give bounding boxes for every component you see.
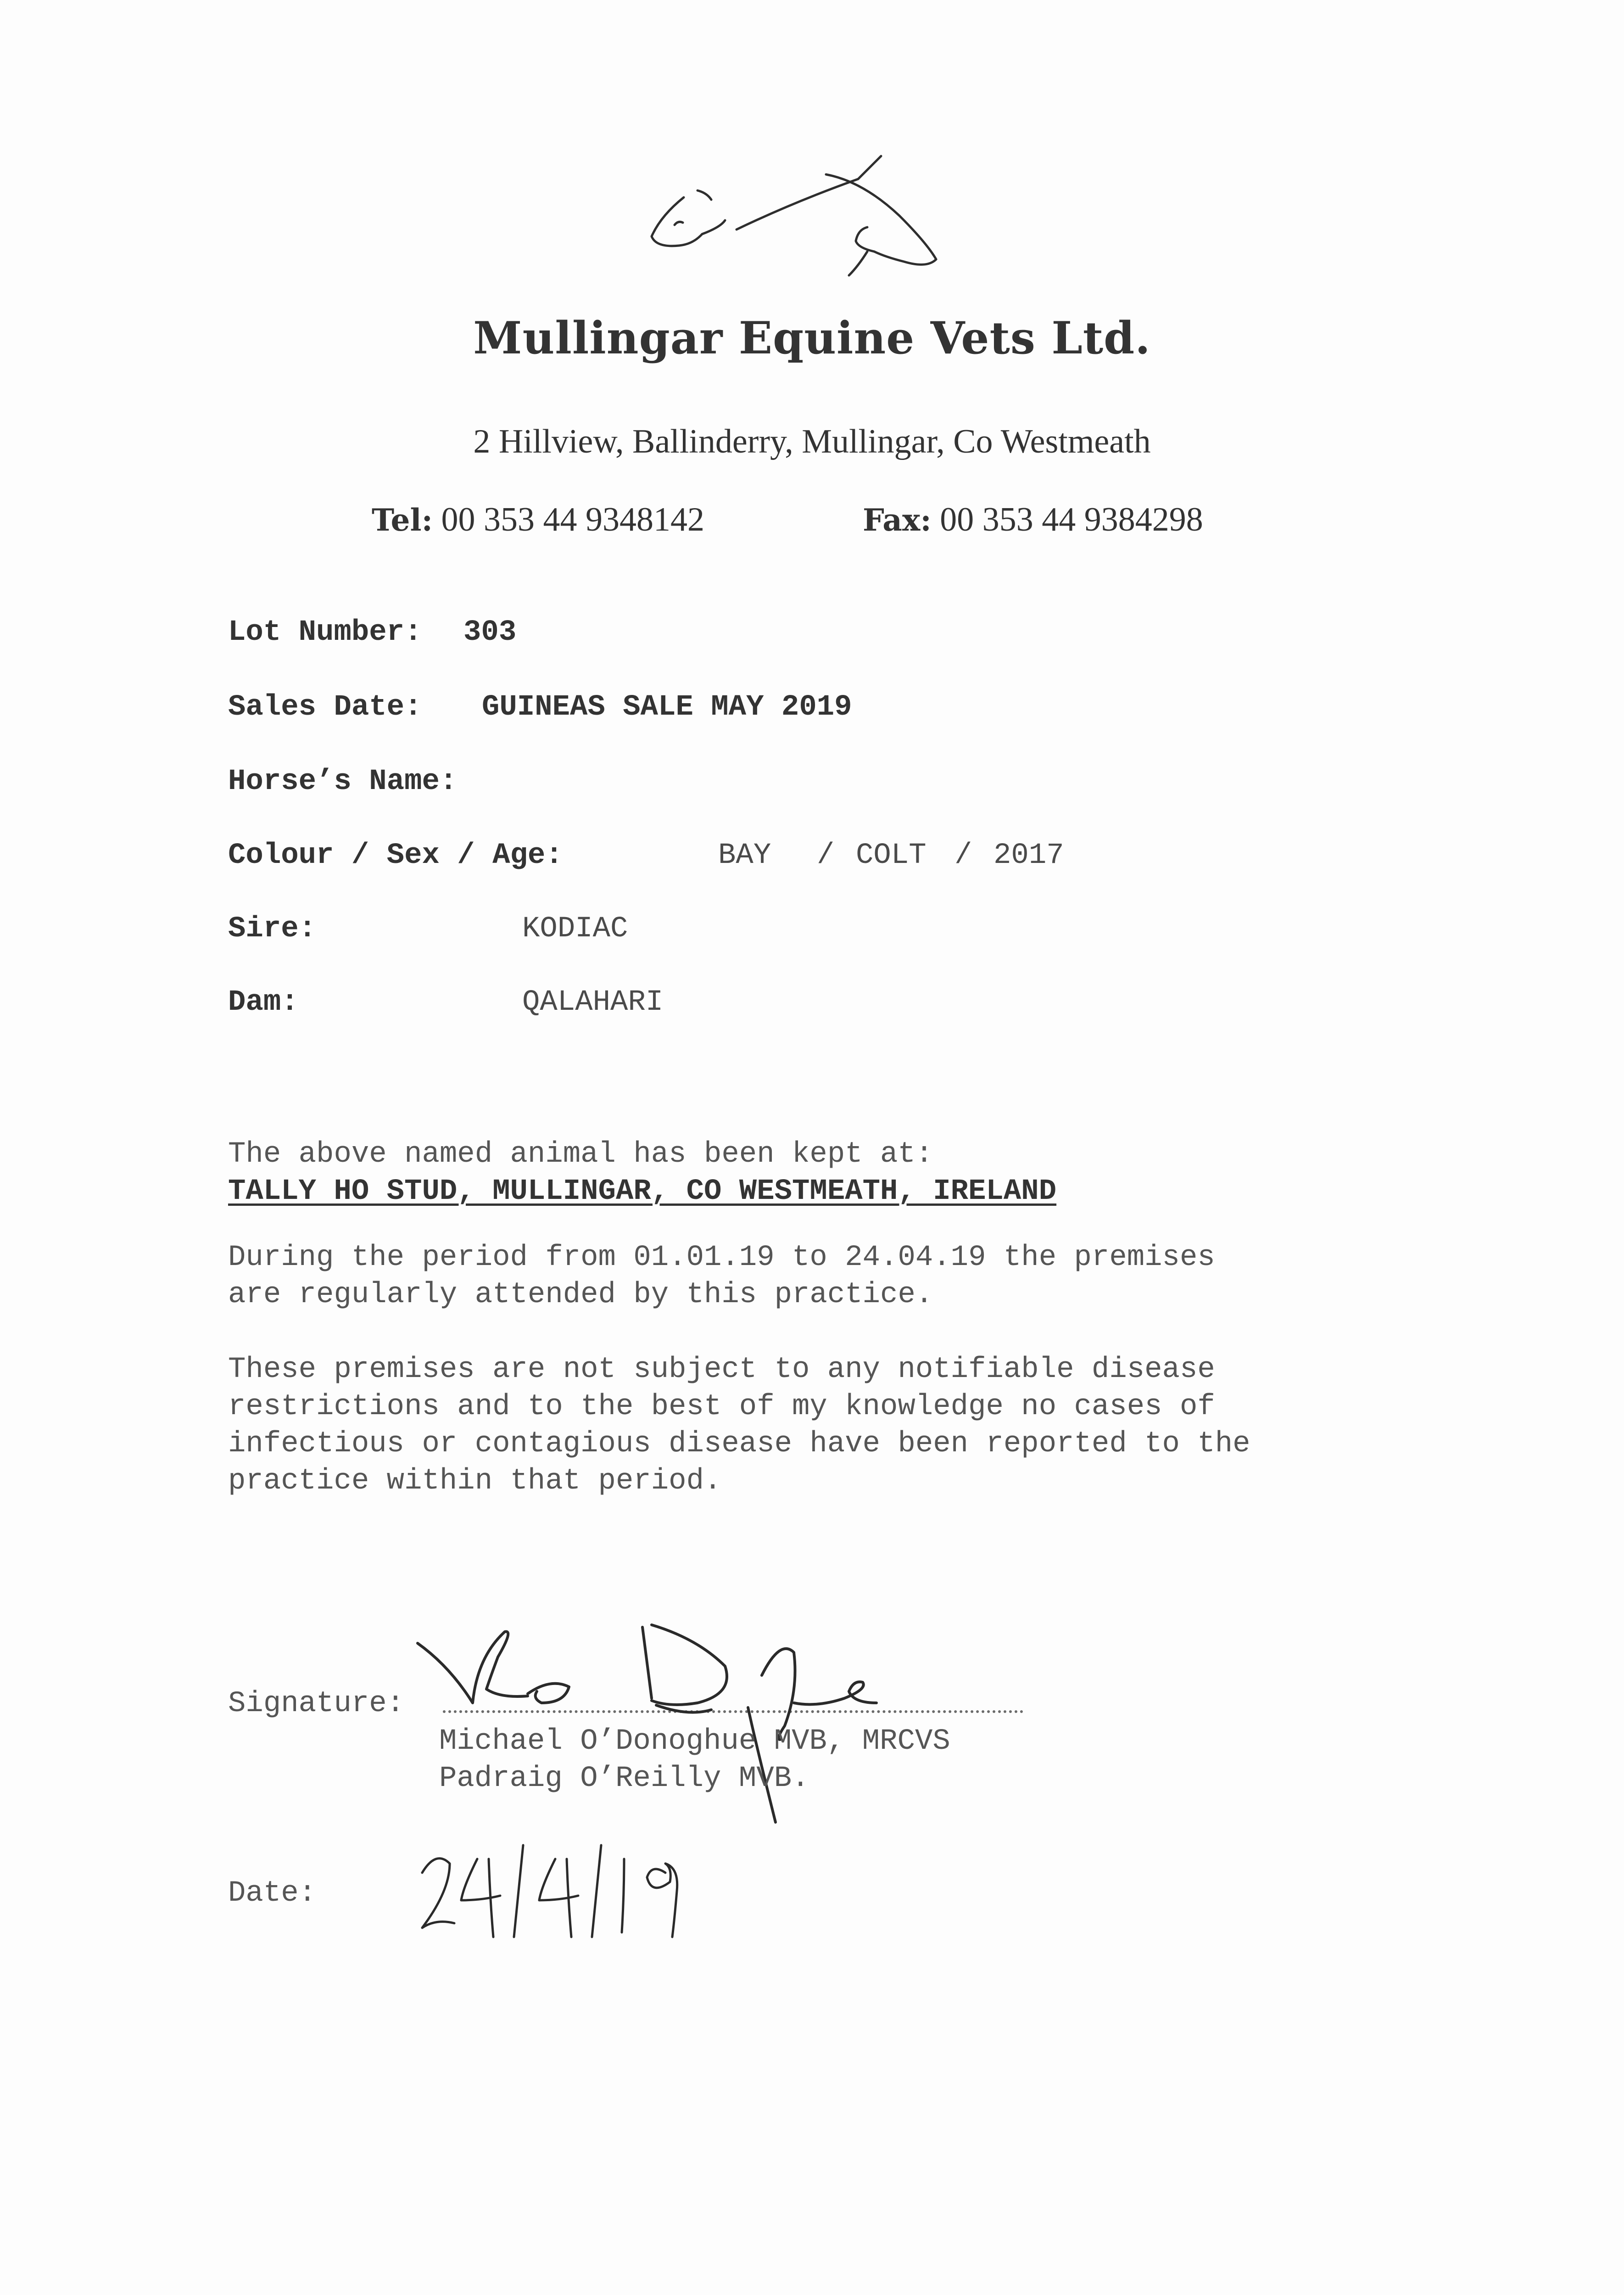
age-value: 2017 — [993, 839, 1064, 872]
tel-label: Tel: — [372, 502, 433, 538]
restrictions-line-3: infectious or contagious disease have been reported to the — [228, 1427, 1250, 1461]
handwritten-signature — [413, 1588, 964, 1845]
sire-label: Sire: — [228, 912, 317, 946]
fax-value: 00 353 44 9384298 — [940, 501, 1203, 538]
kept-at-location: TALLY HO STUD, MULLINGAR, CO WESTMEATH, IRELAND — [228, 1175, 1057, 1208]
colour-sex-age-label: Colour / Sex / Age: — [228, 839, 563, 872]
horse-heads-logo-icon — [642, 147, 954, 285]
date-label: Date: — [228, 1877, 317, 1910]
horse-name-label: Horse’s Name: — [228, 765, 458, 798]
kept-at-intro: The above named animal has been kept at: — [228, 1138, 933, 1171]
company-name: Mullingar Equine Vets Ltd. — [473, 312, 1151, 364]
restrictions-line-2: restrictions and to the best of my knowledge no cases of — [228, 1390, 1215, 1423]
colour-value: BAY — [718, 839, 771, 872]
restrictions-line-1: These premises are not subject to any notifiable disease — [228, 1353, 1215, 1386]
sales-date-value: GUINEAS SALE MAY 2019 — [482, 691, 852, 724]
company-address: 2 Hillview, Ballinderry, Mullingar, Co Westmeath — [473, 423, 1151, 460]
signer-1: Michael O’Donoghue MVB, MRCVS — [439, 1725, 950, 1758]
period-line-1: During the period from 01.01.19 to 24.04.19 the premises — [228, 1241, 1215, 1274]
signature-label: Signature: — [228, 1687, 405, 1720]
lot-number-label: Lot Number: — [228, 616, 422, 649]
signer-2: Padraig O’Reilly MVB. — [439, 1762, 809, 1795]
sex-value: COLT — [856, 839, 926, 872]
dam-label: Dam: — [228, 986, 299, 1019]
fax-label: Fax: — [863, 502, 932, 538]
handwritten-date — [408, 1831, 730, 1951]
sales-date-label: Sales Date: — [228, 691, 422, 724]
telephone — [372, 500, 704, 539]
sire-value: KODIAC — [522, 912, 628, 946]
separator: / — [817, 839, 835, 872]
fax — [863, 500, 1203, 539]
period-line-2: are regularly attended by this practice. — [228, 1278, 933, 1311]
tel-value: 00 353 44 9348142 — [441, 501, 704, 538]
dam-value: QALAHARI — [522, 986, 664, 1019]
restrictions-line-4: practice within that period. — [228, 1465, 722, 1498]
lot-number-value: 303 — [463, 616, 517, 649]
separator: / — [954, 839, 972, 872]
